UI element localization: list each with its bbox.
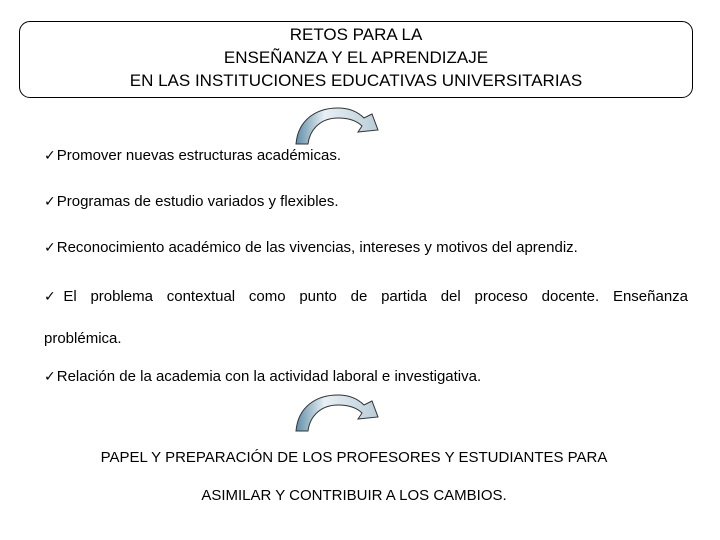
list-item [44, 146, 688, 166]
check-icon: ✓ [44, 148, 56, 164]
title-box [19, 21, 693, 98]
title-line-1: RETOS PARA LA [289, 25, 423, 44]
footer-line-2: ASIMILAR Y CONTRIBUIR A LOS CAMBIOS. [201, 487, 507, 504]
check-icon: ✓ [44, 289, 63, 305]
item-text: Promover nuevas estructuras académicas. [56, 147, 342, 164]
item-text: Reconocimiento académico de las vivencias, intereses y motivos del aprendiz. [56, 239, 578, 256]
title-line-3: EN LAS INSTITUCIONES EDUCATIVAS UNIVERSITARIAS [129, 71, 583, 90]
item-text: Programas de estudio variados y flexibles. [56, 193, 339, 210]
check-icon: ✓ [44, 240, 56, 256]
list-item [44, 276, 688, 359]
check-icon: ✓ [44, 194, 56, 210]
curved-arrow-icon [292, 391, 382, 437]
title-line-2: ENSEÑANZA Y EL APRENDIZAJE [223, 48, 489, 67]
list-item [44, 192, 688, 212]
item-text: Relación de la academia con la actividad laboral e investigativa. [56, 368, 482, 385]
check-icon: ✓ [44, 369, 56, 385]
list-item [44, 367, 688, 387]
item-text: El problema contextual como punto de partida del proceso docente. Enseñanza problémica. [44, 288, 689, 347]
list-item [44, 238, 688, 258]
footer-line-1: PAPEL Y PREPARACIÓN DE LOS PROFESORES Y ESTUDIANTES PARA [100, 449, 608, 466]
curved-arrow-icon [292, 104, 382, 150]
